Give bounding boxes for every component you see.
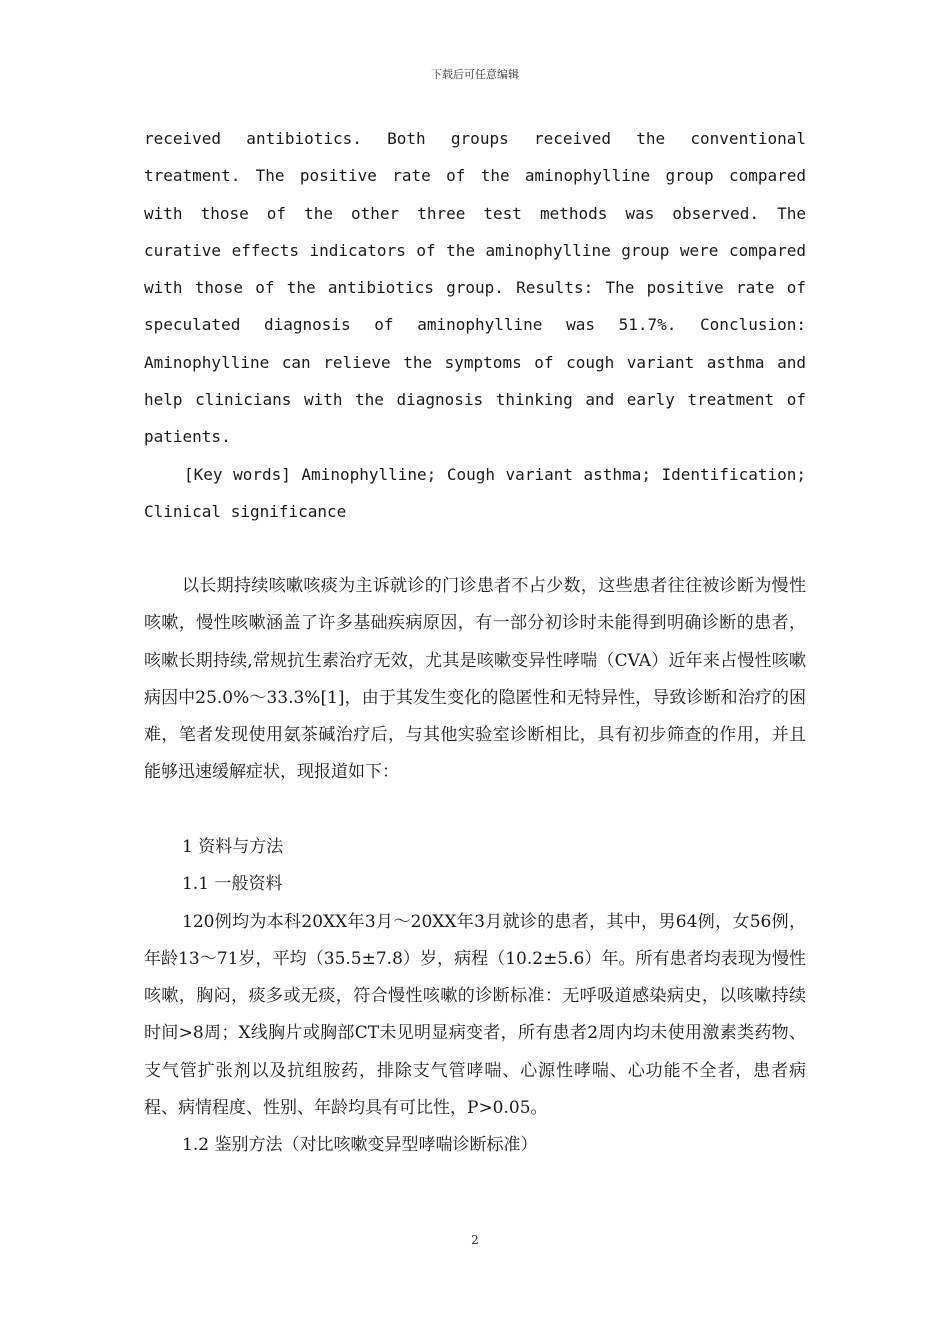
subsection-body-general-data: 120例均为本科20XX年3月～20XX年3月就诊的患者，其中，男64例，女56例，年龄13～71岁，平均（35.5±7.8）岁，病程（10.2±5.6）年。所有患者均表现为慢性咳嗽，胸闷，痰多或无痰，符合慢性咳嗽的诊断标准：无呼吸道感染病史，以咳嗽持续时间>8周；X线胸片或胸部CT未见明显病变者，所有患者2周内均未使用激素类药物、支气管扩张剂以及抗组胺药，排除支气管哮喘、心源性哮喘、心功能不全者，患者病程、病情程度、性别、年龄均具有可比性，P>0.05。 (144, 911, 806, 1119)
abstract-english-text: received antibiotics. Both groups received the conventional treatment. The positive rate of the aminophylline group compared with those of the other three test methods was observed. The curative effects indicators of the aminophylline group were compared with those of the antibiotics group. Results: The positive rate of speculated diagnosis of aminophylline was 51.7%. Conclusion: Aminophylline can relieve the symptoms of cough variant asthma and help clinicians with the diagnosis thinking and early treatment of patients. (144, 129, 806, 447)
page-header: 下载后可任意编辑 (431, 68, 519, 81)
subsection-heading-general-data: 1.1 一般资料 (182, 874, 283, 895)
section-materials-methods (144, 829, 806, 1165)
keywords-english (144, 456, 806, 531)
page-number: 2 (471, 1233, 479, 1247)
subsection-heading-identification-method: 1.2 鉴别方法（对比咳嗽变异型哮喘诊断标准） (182, 1135, 538, 1156)
keywords-english-text: [Key words] Aminophylline; Cough variant asthma; Identification; Clinical significance (144, 465, 806, 522)
introduction-chinese (144, 568, 806, 792)
section-heading: 1 资料与方法 (182, 837, 284, 857)
introduction-paragraph: 以长期持续咳嗽咳痰为主诉就诊的门诊患者不占少数，这些患者往往被诊断为慢性咳嗽，慢性咳嗽涵盖了许多基础疾病原因，有一部分初诊时未能得到明确诊断的患者，咳嗽长期持续,常规抗生素治疗无效，尤其是咳嗽变异性哮喘（CVA）近年来占慢性咳嗽病因中25.0%～33.3%[1]，由于其发生变化的隐匿性和无特异性，导致诊断和治疗的困难，笔者发现使用氨茶碱治疗后，与其他实验室诊断相比，具有初步筛查的作用，并且能够迅速缓解症状，现报道如下： (144, 576, 806, 783)
abstract-english (144, 120, 806, 456)
